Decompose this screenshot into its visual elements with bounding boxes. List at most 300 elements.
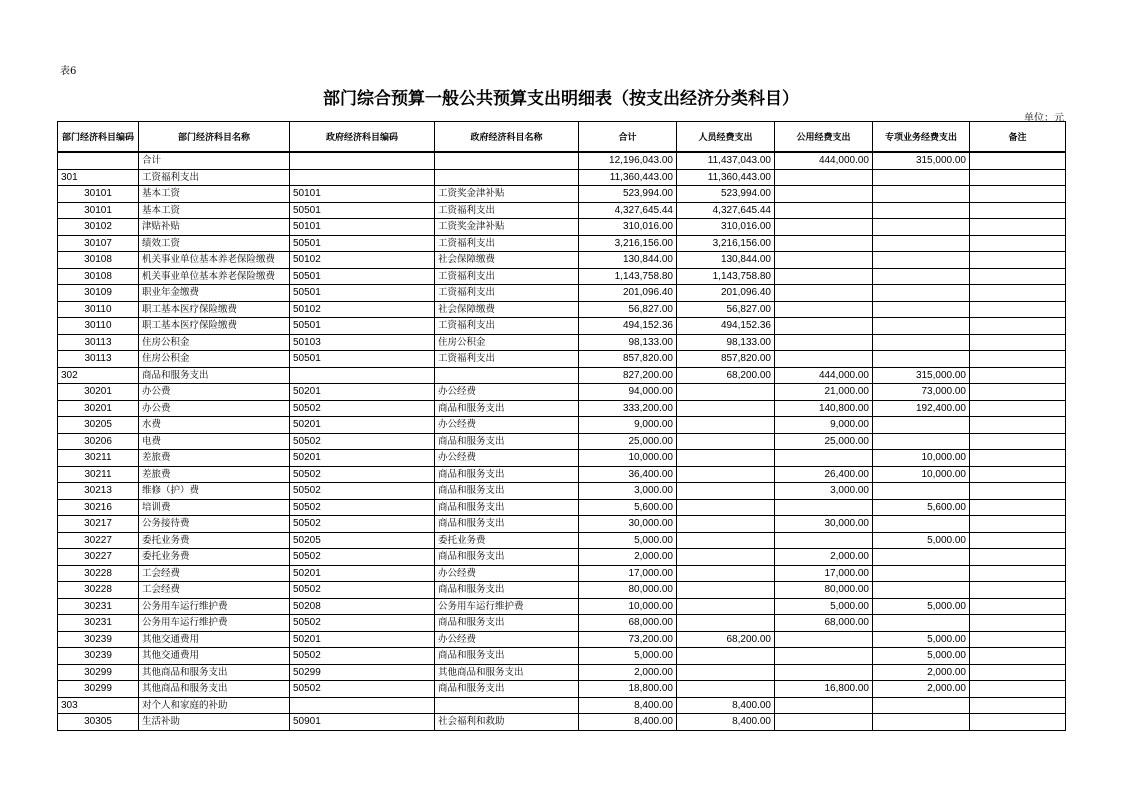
cell-special: 5,000.00 (873, 631, 970, 648)
cell-note (970, 152, 1066, 169)
cell-personnel: 3,216,156.00 (677, 235, 775, 252)
cell-note (970, 268, 1066, 285)
cell-gov-code: 50103 (290, 334, 435, 351)
cell-total: 36,400.00 (579, 466, 677, 483)
table-row (58, 268, 1066, 285)
cell-gov-code: 50502 (290, 483, 435, 500)
cell-gov-code: 50201 (290, 565, 435, 582)
cell-personnel: 857,820.00 (677, 351, 775, 368)
cell-dept-name: 电费 (139, 433, 290, 450)
cell-public: 17,000.00 (775, 565, 873, 582)
cell-gov-name: 工资奖金津补贴 (435, 186, 579, 203)
cell-total: 5,600.00 (579, 499, 677, 516)
cell-gov-name: 公务用车运行维护费 (435, 598, 579, 615)
cell-public (775, 631, 873, 648)
cell-gov-name: 社会保障缴费 (435, 252, 579, 269)
cell-special: 315,000.00 (873, 152, 970, 169)
cell-note (970, 433, 1066, 450)
cell-total: 333,200.00 (579, 400, 677, 417)
cell-public: 444,000.00 (775, 152, 873, 169)
cell-public: 80,000.00 (775, 582, 873, 599)
cell-gov-name (435, 169, 579, 186)
table-row (58, 186, 1066, 203)
cell-total: 98,133.00 (579, 334, 677, 351)
table-row (58, 664, 1066, 681)
cell-personnel (677, 582, 775, 599)
cell-gov-code: 50201 (290, 450, 435, 467)
cell-gov-code (290, 697, 435, 714)
cell-note (970, 582, 1066, 599)
cell-special (873, 202, 970, 219)
cell-personnel: 523,994.00 (677, 186, 775, 203)
cell-gov-code: 50208 (290, 598, 435, 615)
cell-personnel (677, 417, 775, 434)
cell-dept-name: 委托业务费 (139, 532, 290, 549)
cell-note (970, 252, 1066, 269)
cell-gov-code: 50205 (290, 532, 435, 549)
cell-personnel: 494,152.36 (677, 318, 775, 335)
cell-special: 5,600.00 (873, 499, 970, 516)
cell-personnel: 8,400.00 (677, 697, 775, 714)
cell-personnel (677, 516, 775, 533)
cell-gov-code: 50299 (290, 664, 435, 681)
table-row (58, 598, 1066, 615)
cell-total: 5,000.00 (579, 648, 677, 665)
cell-dept-name: 其他商品和服务支出 (139, 664, 290, 681)
cell-dept-code: 30113 (58, 351, 139, 368)
cell-gov-code: 50501 (290, 285, 435, 302)
cell-gov-name: 办公经费 (435, 417, 579, 434)
table-row (58, 202, 1066, 219)
cell-special (873, 582, 970, 599)
cell-special (873, 565, 970, 582)
cell-note (970, 351, 1066, 368)
cell-total: 2,000.00 (579, 664, 677, 681)
cell-dept-name: 机关事业单位基本养老保险缴费 (139, 268, 290, 285)
cell-personnel: 68,200.00 (677, 367, 775, 384)
cell-public (775, 334, 873, 351)
cell-special (873, 285, 970, 302)
cell-total: 68,000.00 (579, 615, 677, 632)
cell-dept-code: 30101 (58, 186, 139, 203)
cell-gov-name (435, 152, 579, 169)
cell-dept-code: 30227 (58, 549, 139, 566)
cell-gov-name: 住房公积金 (435, 334, 579, 351)
cell-gov-code: 50201 (290, 631, 435, 648)
cell-personnel (677, 450, 775, 467)
cell-personnel (677, 648, 775, 665)
cell-dept-name: 商品和服务支出 (139, 367, 290, 384)
cell-public (775, 697, 873, 714)
table-row (58, 252, 1066, 269)
header-row (58, 122, 1066, 153)
cell-dept-code: 30110 (58, 301, 139, 318)
cell-public (775, 202, 873, 219)
cell-special (873, 351, 970, 368)
cell-dept-name: 工会经费 (139, 582, 290, 599)
cell-total: 8,400.00 (579, 697, 677, 714)
cell-special (873, 252, 970, 269)
cell-total: 494,152.36 (579, 318, 677, 335)
cell-special: 315,000.00 (873, 367, 970, 384)
cell-note (970, 714, 1066, 731)
cell-dept-name: 生活补助 (139, 714, 290, 731)
cell-special: 10,000.00 (873, 450, 970, 467)
header-total: 合计 (579, 122, 677, 153)
cell-personnel: 310,016.00 (677, 219, 775, 236)
cell-personnel: 201,096.40 (677, 285, 775, 302)
cell-total: 201,096.40 (579, 285, 677, 302)
cell-dept-code: 30305 (58, 714, 139, 731)
cell-note (970, 285, 1066, 302)
cell-note (970, 318, 1066, 335)
cell-note (970, 466, 1066, 483)
table-row (58, 169, 1066, 186)
table-row (58, 400, 1066, 417)
cell-gov-name: 办公经费 (435, 631, 579, 648)
cell-personnel (677, 483, 775, 500)
cell-dept-code: 30109 (58, 285, 139, 302)
cell-dept-code: 30113 (58, 334, 139, 351)
cell-special (873, 301, 970, 318)
cell-dept-code: 30206 (58, 433, 139, 450)
cell-personnel (677, 681, 775, 698)
cell-note (970, 549, 1066, 566)
cell-gov-name: 社会福利和救助 (435, 714, 579, 731)
cell-total: 12,196,043.00 (579, 152, 677, 169)
cell-personnel: 4,327,645.44 (677, 202, 775, 219)
cell-note (970, 169, 1066, 186)
cell-public (775, 318, 873, 335)
cell-gov-name: 商品和服务支出 (435, 433, 579, 450)
cell-dept-code: 30102 (58, 219, 139, 236)
cell-dept-code: 30211 (58, 466, 139, 483)
cell-gov-name: 社会保障缴费 (435, 301, 579, 318)
cell-total: 1,143,758.80 (579, 268, 677, 285)
cell-gov-name (435, 367, 579, 384)
cell-special (873, 334, 970, 351)
cell-dept-name: 合计 (139, 152, 290, 169)
table-row (58, 285, 1066, 302)
cell-dept-name: 工资福利支出 (139, 169, 290, 186)
cell-special (873, 417, 970, 434)
cell-gov-code: 50901 (290, 714, 435, 731)
cell-gov-name: 商品和服务支出 (435, 648, 579, 665)
cell-public (775, 648, 873, 665)
cell-public (775, 499, 873, 516)
cell-special: 5,000.00 (873, 598, 970, 615)
cell-personnel (677, 664, 775, 681)
cell-gov-name: 办公经费 (435, 565, 579, 582)
table-row (58, 615, 1066, 632)
header-gov-code: 政府经济科目编码 (290, 122, 435, 153)
cell-dept-code: 30107 (58, 235, 139, 252)
cell-personnel (677, 615, 775, 632)
cell-gov-name (435, 697, 579, 714)
cell-dept-name: 住房公积金 (139, 334, 290, 351)
cell-dept-code: 30299 (58, 681, 139, 698)
cell-note (970, 367, 1066, 384)
cell-public: 2,000.00 (775, 549, 873, 566)
cell-dept-code: 30211 (58, 450, 139, 467)
cell-gov-name: 工资福利支出 (435, 351, 579, 368)
cell-dept-name: 维修（护）费 (139, 483, 290, 500)
cell-dept-name: 机关事业单位基本养老保险缴费 (139, 252, 290, 269)
table-row (58, 681, 1066, 698)
unit-label: 单位：元 (1024, 113, 1064, 124)
cell-note (970, 400, 1066, 417)
cell-note (970, 384, 1066, 401)
cell-total: 3,000.00 (579, 483, 677, 500)
cell-dept-code: 30299 (58, 664, 139, 681)
table-row (58, 351, 1066, 368)
cell-total: 10,000.00 (579, 598, 677, 615)
cell-public (775, 285, 873, 302)
cell-gov-code: 50502 (290, 433, 435, 450)
cell-dept-code: 30201 (58, 400, 139, 417)
cell-personnel (677, 400, 775, 417)
cell-special: 5,000.00 (873, 532, 970, 549)
cell-dept-name: 津贴补贴 (139, 219, 290, 236)
cell-special: 73,000.00 (873, 384, 970, 401)
table-row (58, 697, 1066, 714)
cell-personnel (677, 598, 775, 615)
cell-dept-name: 水费 (139, 417, 290, 434)
cell-special (873, 615, 970, 632)
cell-public (775, 532, 873, 549)
cell-total: 80,000.00 (579, 582, 677, 599)
cell-gov-code: 50501 (290, 351, 435, 368)
cell-total: 9,000.00 (579, 417, 677, 434)
header-dept-code: 部门经济科目编码 (58, 122, 139, 153)
cell-gov-code: 50502 (290, 615, 435, 632)
cell-dept-code: 30101 (58, 202, 139, 219)
table-body (58, 152, 1066, 730)
cell-dept-code: 30227 (58, 532, 139, 549)
cell-dept-name: 对个人和家庭的补助 (139, 697, 290, 714)
cell-dept-code: 30228 (58, 565, 139, 582)
header-dept-name: 部门经济科目名称 (139, 122, 290, 153)
cell-dept-name: 职工基本医疗保险缴费 (139, 318, 290, 335)
cell-total: 523,994.00 (579, 186, 677, 203)
cell-dept-code: 30201 (58, 384, 139, 401)
cell-gov-name: 商品和服务支出 (435, 681, 579, 698)
table-row (58, 499, 1066, 516)
cell-personnel: 68,200.00 (677, 631, 775, 648)
header-personnel: 人员经费支出 (677, 122, 775, 153)
cell-dept-name: 基本工资 (139, 202, 290, 219)
cell-note (970, 648, 1066, 665)
cell-total: 17,000.00 (579, 565, 677, 582)
cell-public (775, 169, 873, 186)
cell-personnel (677, 466, 775, 483)
cell-personnel: 11,360,443.00 (677, 169, 775, 186)
cell-total: 30,000.00 (579, 516, 677, 533)
cell-gov-name: 工资福利支出 (435, 318, 579, 335)
cell-dept-code: 30205 (58, 417, 139, 434)
cell-special: 2,000.00 (873, 664, 970, 681)
cell-total: 5,000.00 (579, 532, 677, 549)
cell-public: 9,000.00 (775, 417, 873, 434)
cell-gov-name: 商品和服务支出 (435, 400, 579, 417)
cell-dept-name: 公务用车运行维护费 (139, 598, 290, 615)
table-row (58, 152, 1066, 169)
cell-public (775, 235, 873, 252)
cell-gov-name: 办公经费 (435, 384, 579, 401)
cell-gov-code: 50502 (290, 400, 435, 417)
cell-note (970, 631, 1066, 648)
cell-dept-code: 30108 (58, 268, 139, 285)
cell-special (873, 235, 970, 252)
cell-note (970, 499, 1066, 516)
cell-dept-code: 30213 (58, 483, 139, 500)
cell-public (775, 664, 873, 681)
cell-public (775, 714, 873, 731)
cell-gov-code: 50502 (290, 499, 435, 516)
table-row (58, 582, 1066, 599)
cell-note (970, 450, 1066, 467)
cell-dept-name: 其他交通费用 (139, 648, 290, 665)
cell-total: 8,400.00 (579, 714, 677, 731)
table-row (58, 450, 1066, 467)
table-row (58, 367, 1066, 384)
cell-total: 857,820.00 (579, 351, 677, 368)
cell-note (970, 664, 1066, 681)
cell-public: 30,000.00 (775, 516, 873, 533)
cell-dept-name: 工会经费 (139, 565, 290, 582)
cell-gov-code: 50502 (290, 549, 435, 566)
table-row (58, 433, 1066, 450)
cell-public: 5,000.00 (775, 598, 873, 615)
cell-gov-code: 50502 (290, 582, 435, 599)
cell-dept-name: 办公费 (139, 384, 290, 401)
cell-gov-code: 50502 (290, 516, 435, 533)
table-row (58, 532, 1066, 549)
cell-public: 21,000.00 (775, 384, 873, 401)
cell-public (775, 252, 873, 269)
cell-note (970, 681, 1066, 698)
cell-special (873, 714, 970, 731)
cell-dept-code: 302 (58, 367, 139, 384)
cell-public (775, 450, 873, 467)
cell-gov-code: 50101 (290, 219, 435, 236)
cell-note (970, 186, 1066, 203)
header-public: 公用经费支出 (775, 122, 873, 153)
cell-gov-code: 50502 (290, 681, 435, 698)
cell-gov-name: 商品和服务支出 (435, 499, 579, 516)
cell-dept-name: 住房公积金 (139, 351, 290, 368)
table-number: 表6 (60, 66, 77, 77)
cell-gov-name: 商品和服务支出 (435, 483, 579, 500)
cell-note (970, 516, 1066, 533)
cell-special (873, 318, 970, 335)
cell-note (970, 615, 1066, 632)
cell-special: 2,000.00 (873, 681, 970, 698)
cell-dept-code: 30239 (58, 631, 139, 648)
cell-gov-name: 工资福利支出 (435, 285, 579, 302)
cell-special (873, 219, 970, 236)
cell-dept-name: 基本工资 (139, 186, 290, 203)
page-title: 部门综合预算一般公共预算支出明细表（按支出经济分类科目） (323, 89, 799, 109)
table-row (58, 483, 1066, 500)
cell-total: 18,800.00 (579, 681, 677, 698)
table-row (58, 714, 1066, 731)
cell-gov-name: 委托业务费 (435, 532, 579, 549)
cell-personnel (677, 433, 775, 450)
cell-gov-name: 办公经费 (435, 450, 579, 467)
cell-gov-name: 工资福利支出 (435, 268, 579, 285)
cell-dept-code: 30108 (58, 252, 139, 269)
cell-personnel (677, 499, 775, 516)
cell-personnel (677, 565, 775, 582)
cell-personnel: 130,844.00 (677, 252, 775, 269)
cell-public (775, 268, 873, 285)
cell-note (970, 202, 1066, 219)
cell-gov-code (290, 152, 435, 169)
cell-special (873, 697, 970, 714)
cell-gov-name: 其他商品和服务支出 (435, 664, 579, 681)
table-row (58, 301, 1066, 318)
cell-personnel (677, 532, 775, 549)
header-gov-name: 政府经济科目名称 (435, 122, 579, 153)
cell-personnel: 56,827.00 (677, 301, 775, 318)
cell-special: 10,000.00 (873, 466, 970, 483)
table-row (58, 334, 1066, 351)
cell-dept-name: 职业年金缴费 (139, 285, 290, 302)
cell-note (970, 235, 1066, 252)
cell-gov-name: 商品和服务支出 (435, 582, 579, 599)
cell-gov-code: 50502 (290, 648, 435, 665)
cell-personnel: 11,437,043.00 (677, 152, 775, 169)
cell-dept-code (58, 152, 139, 169)
cell-gov-name: 商品和服务支出 (435, 615, 579, 632)
cell-dept-code: 30231 (58, 615, 139, 632)
cell-total: 10,000.00 (579, 450, 677, 467)
cell-dept-name: 办公费 (139, 400, 290, 417)
cell-dept-name: 公务接待费 (139, 516, 290, 533)
cell-gov-name: 工资福利支出 (435, 202, 579, 219)
cell-gov-code: 50201 (290, 417, 435, 434)
cell-gov-code: 50502 (290, 466, 435, 483)
cell-gov-name: 商品和服务支出 (435, 466, 579, 483)
cell-public: 68,000.00 (775, 615, 873, 632)
cell-gov-code: 50501 (290, 235, 435, 252)
header-note: 备注 (970, 122, 1066, 153)
cell-total: 3,216,156.00 (579, 235, 677, 252)
cell-total: 827,200.00 (579, 367, 677, 384)
cell-special (873, 169, 970, 186)
cell-special (873, 433, 970, 450)
cell-dept-code: 303 (58, 697, 139, 714)
table-row (58, 516, 1066, 533)
cell-total: 130,844.00 (579, 252, 677, 269)
cell-note (970, 417, 1066, 434)
cell-dept-code: 30216 (58, 499, 139, 516)
header-special: 专项业务经费支出 (873, 122, 970, 153)
cell-gov-name: 工资奖金津补贴 (435, 219, 579, 236)
cell-gov-name: 商品和服务支出 (435, 516, 579, 533)
cell-public: 3,000.00 (775, 483, 873, 500)
cell-dept-name: 职工基本医疗保险缴费 (139, 301, 290, 318)
cell-note (970, 697, 1066, 714)
cell-gov-code (290, 367, 435, 384)
cell-public: 25,000.00 (775, 433, 873, 450)
table-row (58, 417, 1066, 434)
cell-note (970, 301, 1066, 318)
cell-gov-code: 50501 (290, 318, 435, 335)
cell-special (873, 268, 970, 285)
cell-public (775, 301, 873, 318)
